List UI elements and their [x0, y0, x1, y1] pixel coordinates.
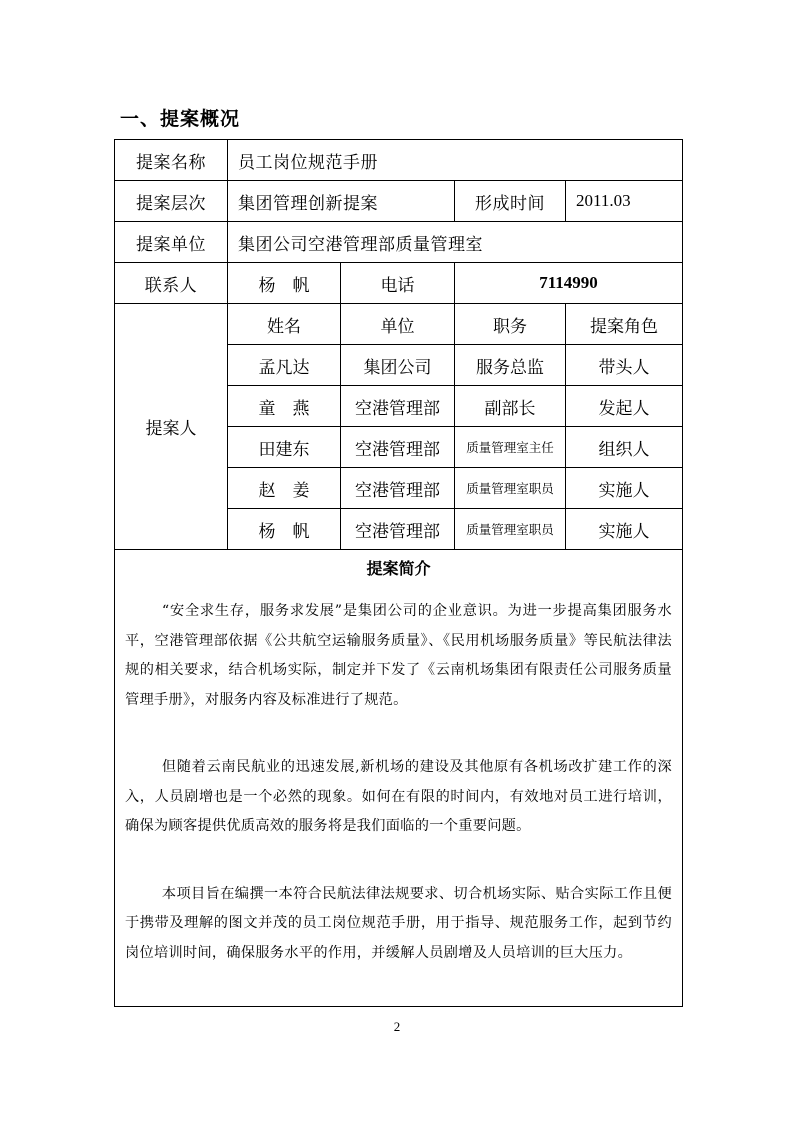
intro-paragraph: 但随着云南民航业的迅速发展,新机场的建设及其他原有各机场改扩建工作的深入，人员剧增也是一个必然的现象。如何在有限的时间内，有效地对员工进行培训，确保为顾客提供优质高效的服务将是我们面临的一个重要问题。 — [125, 759, 672, 834]
member-role: 组织人 — [566, 427, 683, 468]
member-position: 质量管理室职员 — [455, 468, 566, 509]
intro-title: 提案简介 — [366, 559, 431, 578]
row-member-headers — [115, 304, 683, 345]
label-phone: 电话 — [341, 263, 455, 304]
member-unit: 空港管理部 — [341, 509, 455, 550]
value-proposal-unit: 集团公司空港管理部质量管理室 — [228, 222, 683, 263]
label-proposal-name: 提案名称 — [115, 140, 228, 181]
member-unit: 集团公司 — [341, 345, 455, 386]
intro-paragraph: 本项目旨在编撰一本符合民航法律法规要求、切合机场实际、贴合实际工作且便于携带及理解的图文并茂的员工岗位规范手册，用于指导、规范服务工作，起到节约岗位培训时间，确保服务水平的作用，并缓解人员剧增及人员培训的巨大压力。 — [125, 885, 672, 961]
member-role: 实施人 — [566, 509, 683, 550]
member-role: 带头人 — [566, 345, 683, 386]
member-name: 杨 帆 — [228, 509, 341, 550]
value-formed-time: 2011.03 — [566, 181, 683, 222]
header-member-unit: 单位 — [341, 304, 455, 345]
member-unit: 空港管理部 — [341, 468, 455, 509]
value-proposal-name: 员工岗位规范手册 — [228, 140, 683, 181]
header-member-position: 职务 — [455, 304, 566, 345]
row-proposal-name — [115, 140, 683, 181]
member-position: 副部长 — [455, 386, 566, 427]
member-unit: 空港管理部 — [341, 386, 455, 427]
member-role: 发起人 — [566, 386, 683, 427]
intro-cell — [115, 550, 683, 1007]
member-position: 服务总监 — [455, 345, 566, 386]
row-proposal-unit — [115, 222, 683, 263]
section-heading: 一、提案概况 — [120, 108, 241, 130]
label-proposal-unit: 提案单位 — [115, 222, 228, 263]
member-role: 实施人 — [566, 468, 683, 509]
label-contact: 联系人 — [115, 263, 228, 304]
member-name: 童 燕 — [228, 386, 341, 427]
member-name: 田建东 — [228, 427, 341, 468]
row-intro — [115, 550, 683, 1007]
page-number: 2 — [393, 1019, 401, 1034]
value-contact: 杨 帆 — [228, 263, 341, 304]
label-proposers: 提案人 — [115, 304, 228, 550]
member-name: 孟凡达 — [228, 345, 341, 386]
proposal-table — [114, 139, 683, 1007]
member-unit: 空港管理部 — [341, 427, 455, 468]
value-proposal-level: 集团管理创新提案 — [228, 181, 455, 222]
member-position: 质量管理室主任 — [455, 427, 566, 468]
row-contact — [115, 263, 683, 304]
row-proposal-level — [115, 181, 683, 222]
member-position: 质量管理室职员 — [455, 509, 566, 550]
header-member-name: 姓名 — [228, 304, 341, 345]
member-name: 赵 姜 — [228, 468, 341, 509]
intro-paragraph: “安全求生存，服务求发展”是集团公司的企业意识。为进一步提高集团服务水平，空港管理部依据《公共航空运输服务质量》、《民用机场服务质量》等民航法律法规的相关要求，结合机场实际，制定并下发了《云南机场集团有限责任公司服务质量管理手册》，对服务内容及标准进行了规范。 — [125, 603, 672, 708]
label-proposal-level: 提案层次 — [115, 181, 228, 222]
label-formed-time: 形成时间 — [455, 181, 566, 222]
value-phone: 7114990 — [455, 263, 683, 304]
header-member-role: 提案角色 — [566, 304, 683, 345]
